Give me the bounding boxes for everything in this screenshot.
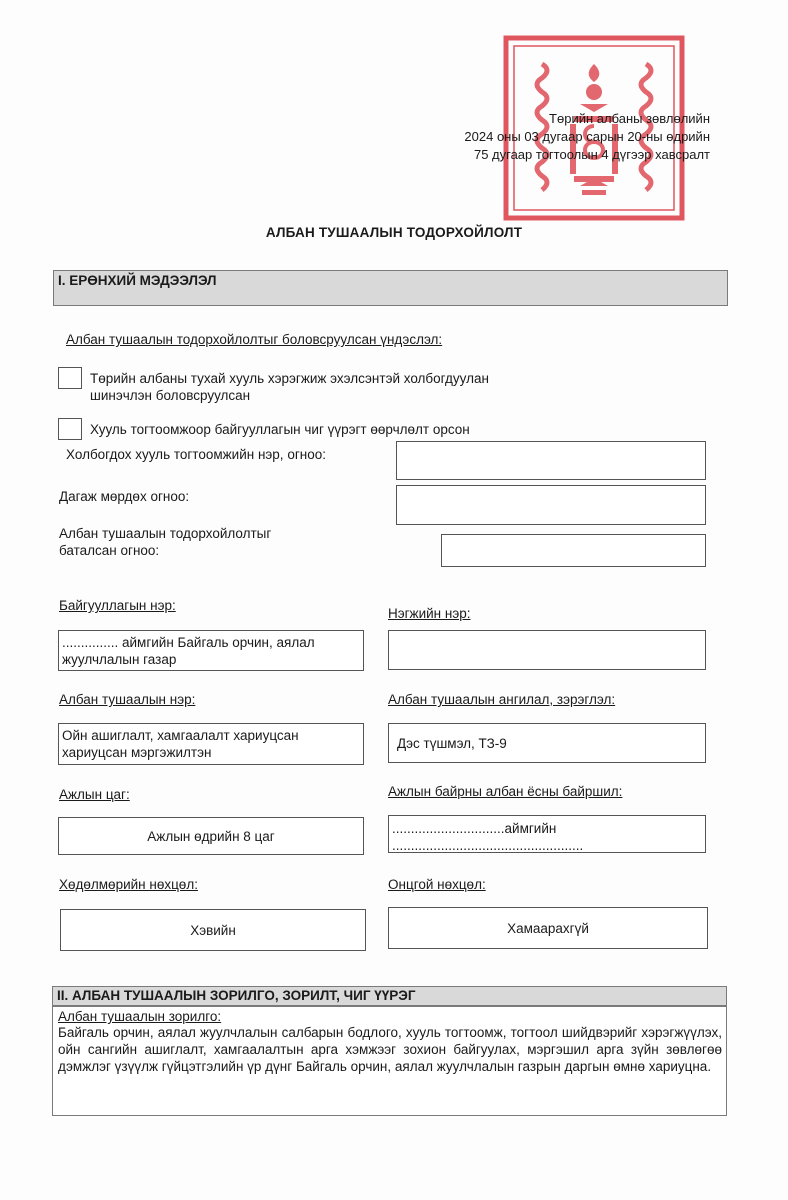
option-1-label-line1: Төрийн албаны тухай хууль хэрэгжиж эхэлсэнтэй холбогдуулан [90, 371, 489, 386]
position-name-label: Албан тушаалын нэр: [59, 692, 196, 707]
law-name-date-label: Холбогдох хууль тогтоомжийн нэр, огноо: [66, 447, 326, 462]
working-conditions-field[interactable]: Хэвийн [60, 909, 366, 951]
section-1-heading: I. ЕРӨНХИЙ МЭДЭЭЛЭЛ [53, 270, 728, 306]
option-1-label-line2: шинэчлэн боловсруулсан [90, 388, 251, 403]
special-conditions-field[interactable]: Хамаарахгүй [388, 907, 708, 949]
purpose-label: Албан тушаалын зорилго: [58, 1009, 222, 1024]
organization-name-label: Байгууллагын нэр: [59, 598, 176, 613]
approved-date-label [59, 525, 271, 559]
approved-date-field[interactable] [441, 534, 706, 567]
working-hours-label: Ажлын цаг: [59, 787, 130, 802]
position-category-field[interactable]: Дэс түшмэл, ТЗ-9 [388, 723, 706, 763]
special-conditions-label: Онцгой нөхцөл: [388, 877, 486, 892]
approval-line-3: 75 дугаар тогтоолын 4 дүгээр хавсралт [473, 147, 710, 162]
document-title: АЛБАН ТУШААЛЫН ТОДОРХОЙЛОЛТ [265, 225, 523, 240]
approved-date-label-line2: баталсан огноо: [59, 543, 160, 558]
purpose-text: Байгаль орчин, аялал жуулчлалын салбарын бодлого, хууль тогтоомж, тогтоол шийдвэрийг хэрэгжүүлэх, ойн сангийн ашиглалт, хамгаалалтын арга хэмжээг зохион байгуулах, мэргэшил арга зүйн зөвлөгөө дэмжлэг үзүүлж гүйцэтгэлийн үр дүнг Байгаль орчин, аялал жуулчлалын газрын даргын өмнө хариуцна. [58, 1025, 722, 1074]
work-location-line1: ..............................аймгийн [392, 821, 557, 836]
effective-date-field[interactable] [396, 485, 706, 525]
organization-name-line2: жуулчлалын газар [62, 652, 177, 667]
option-1-checkbox[interactable] [58, 367, 82, 389]
option-1-label [90, 370, 489, 404]
option-2-checkbox[interactable] [58, 418, 82, 440]
approval-line-2: 2024 оны 03 дугаар сарын 20-ны өдрийн [464, 129, 710, 144]
effective-date-label: Дагаж мөрдөх огноо: [59, 489, 190, 504]
unit-name-label: Нэгжийн нэр: [388, 606, 471, 621]
work-location-line2: ................................................... [392, 838, 584, 853]
position-category-label: Албан тушаалын ангилал, зэрэглэл: [388, 692, 616, 707]
position-name-line1: Ойн ашиглалт, хамгаалалт хариуцсан [62, 728, 299, 743]
position-name-field[interactable] [58, 723, 364, 765]
approval-reference-note [350, 110, 710, 164]
position-name-line2: хариуцсан мэргэжилтэн [62, 745, 212, 760]
unit-name-field[interactable] [388, 630, 706, 670]
approval-line-1: Төрийн албаны зөвлөлийн [549, 111, 710, 126]
working-hours-field[interactable]: Ажлын өдрийн 8 цаг [58, 817, 364, 855]
work-location-field[interactable] [388, 815, 706, 853]
working-conditions-label: Хөдөлмөрийн нөхцөл: [59, 877, 198, 892]
law-name-date-field[interactable] [396, 441, 706, 480]
section-2-heading: II. АЛБАН ТУШААЛЫН ЗОРИЛГО, ЗОРИЛТ, ЧИГ ҮҮРЭГ [52, 986, 727, 1006]
option-2-label: Хууль тогтоомжоор байгууллагын чиг үүрэгт өөрчлөлт орсон [90, 422, 470, 437]
work-location-label: Ажлын байрны албан ёсны байршил: [388, 784, 623, 799]
organization-name-line1: ............... аймгийн Байгаль орчин, аялал [62, 635, 315, 650]
basis-label: Албан тушаалын тодорхойлолтыг боловсруулсан үндэслэл: [66, 332, 443, 347]
approved-date-label-line1: Албан тушаалын тодорхойлолтыг [59, 526, 272, 541]
organization-name-field[interactable] [58, 630, 364, 671]
